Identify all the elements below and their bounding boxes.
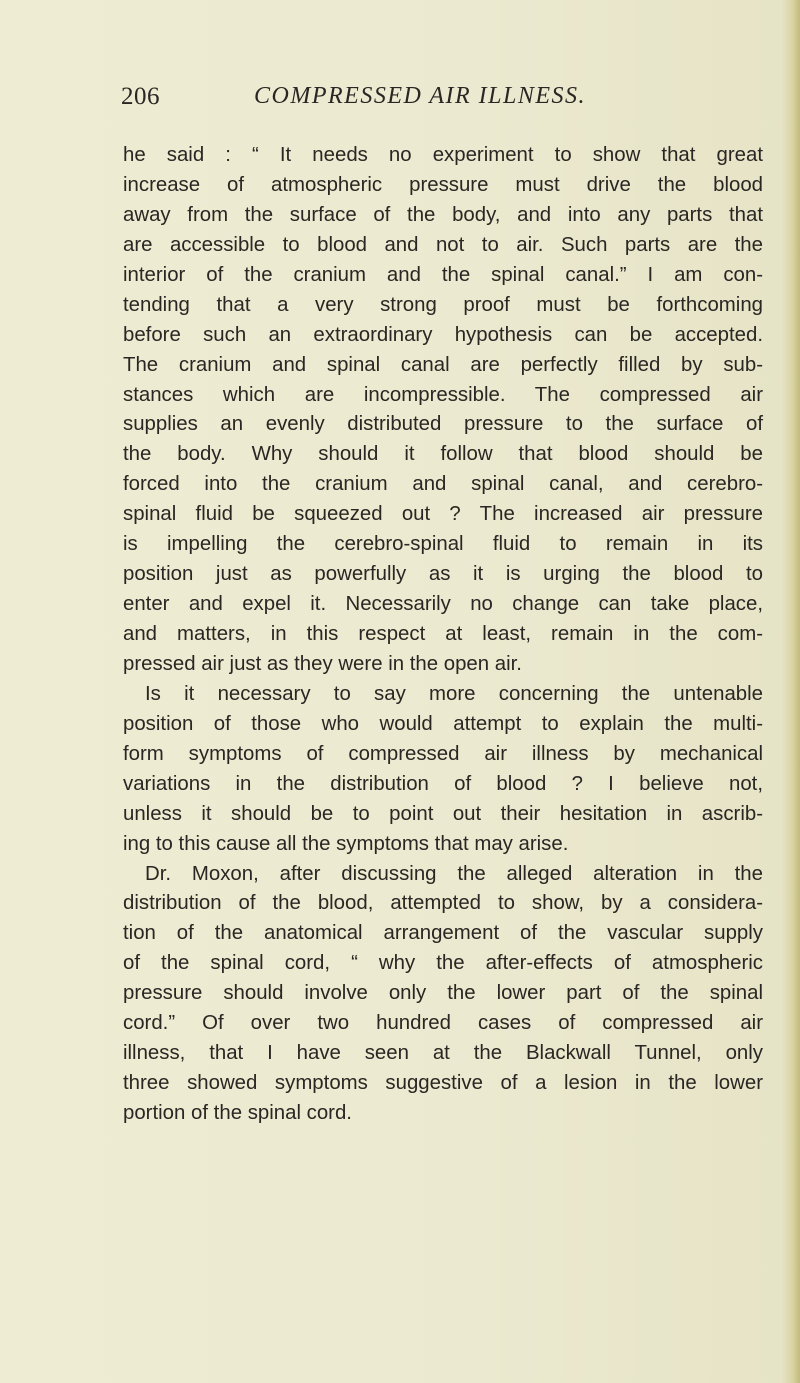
text-line: interior of the cranium and the spinal canal.” I am con- bbox=[123, 263, 763, 286]
text-line: ing to this cause all the symptoms that may arise. bbox=[123, 832, 569, 855]
text-line: away from the surface of the body, and into any parts that bbox=[123, 203, 763, 226]
text-line: form symptoms of compressed air illness by mechanical bbox=[123, 742, 763, 765]
text-line: forced into the cranium and spinal canal, and cerebro- bbox=[123, 473, 763, 496]
text-line: position of those who would attempt to explain the multi- bbox=[123, 712, 763, 735]
text-line: Dr. Moxon, after discussing the alleged alteration in the bbox=[145, 862, 763, 885]
text-line: tion of the anatomical arrangement of the vascular supply bbox=[123, 922, 763, 945]
paragraph-2 bbox=[123, 680, 763, 860]
text-line: three showed symptoms suggestive of a lesion in the lower bbox=[123, 1072, 763, 1095]
text-line: enter and expel it. Necessarily no change can take place, bbox=[123, 593, 763, 616]
text-line: and matters, in this respect at least, remain in the com- bbox=[123, 623, 763, 645]
text-line: supplies an evenly distributed pressure to the surface of bbox=[123, 413, 763, 436]
page-number: 206 bbox=[121, 83, 160, 110]
text-line: before such an extraordinary hypothesis can be accepted. bbox=[123, 323, 763, 346]
paragraph-1 bbox=[123, 141, 763, 680]
text-line: portion of the spinal cord. bbox=[123, 1102, 352, 1124]
text-line: is impelling the cerebro-spinal fluid to remain in its bbox=[123, 533, 763, 556]
text-line: pressed air just as they were in the open air. bbox=[123, 652, 522, 675]
text-line: spinal fluid be squeezed out ? The increased air pressure bbox=[123, 503, 763, 526]
text-line: are accessible to blood and not to air. Such parts are the bbox=[123, 233, 763, 256]
text-line: stances which are incompressible. The compressed air bbox=[123, 383, 763, 406]
text-line: cord.” Of over two hundred cases of compressed air bbox=[123, 1012, 763, 1035]
text-line: position just as powerfully as it is urging the blood to bbox=[123, 563, 763, 586]
running-head bbox=[0, 83, 800, 115]
text-line: increase of atmospheric pressure must drive the blood bbox=[123, 173, 763, 196]
body-text bbox=[123, 141, 763, 1129]
text-line: illness, that I have seen at the Blackwall Tunnel, only bbox=[123, 1042, 763, 1065]
text-line: pressure should involve only the lower part of the spinal bbox=[123, 982, 763, 1005]
text-line: The cranium and spinal canal are perfectly filled by sub- bbox=[123, 353, 763, 376]
running-title: COMPRESSED AIR ILLNESS. bbox=[254, 83, 587, 109]
text-line: the body. Why should it follow that blood should be bbox=[123, 443, 763, 466]
text-line: tending that a very strong proof must be forthcoming bbox=[123, 293, 763, 316]
paragraph-3 bbox=[123, 860, 763, 1129]
text-line: distribution of the blood, attempted to show, by a considera- bbox=[123, 892, 763, 915]
text-line: he said : “ It needs no experiment to show that great bbox=[123, 144, 763, 166]
text-line: of the spinal cord, “ why the after-effects of atmospheric bbox=[123, 952, 763, 975]
text-line: unless it should be to point out their hesitation in ascrib- bbox=[123, 802, 763, 825]
text-line: Is it necessary to say more concerning the untenable bbox=[145, 682, 763, 705]
page-edge-shadow bbox=[782, 0, 800, 1383]
text-line: variations in the distribution of blood ? I believe not, bbox=[123, 772, 763, 795]
